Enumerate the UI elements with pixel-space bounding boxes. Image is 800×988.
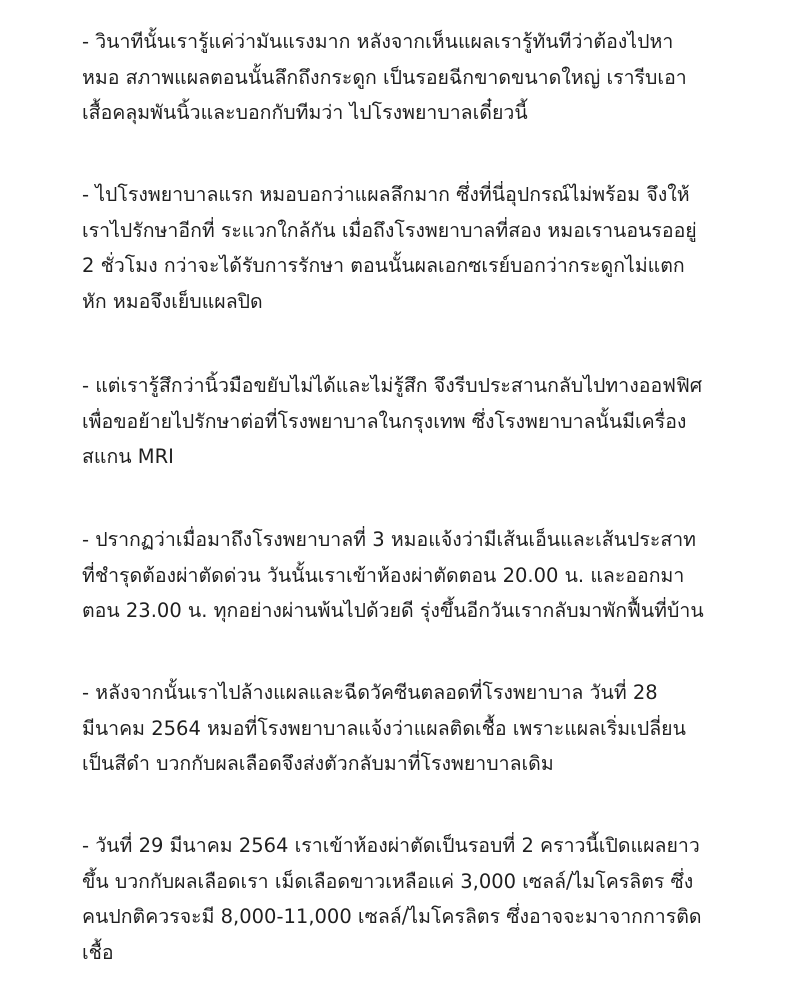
paragraph-infection	[82, 675, 686, 782]
text-line: 2 ชั่วโมง กว่าจะได้รับการรักษา ตอนนั้นผลเอกซเรย์บอกว่ากระดูกไม่แตก	[82, 254, 685, 277]
paragraph-incident	[82, 24, 687, 131]
text-line: เสื้อคลุมพันนิ้วและบอกกับทีมว่า ไปโรงพยาบาลเดี๋ยวนี้	[82, 101, 528, 124]
text-line: ตอน 23.00 น. ทุกอย่างผ่านพ้นไปด้วยดี รุ่งขึ้นอีกวันเรากลับมาพักฟื้นที่บ้าน	[82, 599, 704, 622]
paragraph-transfer-request	[82, 368, 702, 475]
text-line: - ไปโรงพยาบาลแรก หมอบอกว่าแผลลึกมาก ซึ่งที่นี่อุปกรณ์ไม่พร้อม จึงให้	[82, 183, 690, 206]
text-line: มีนาคม 2564 หมอที่โรงพยาบาลแจ้งว่าแผลติดเชื้อ เพราะแผลเริ่มเปลี่ยน	[82, 716, 686, 740]
text-line: ขึ้น บวกกับผลเลือดเรา เม็ดเลือดขาวเหลือแค่ 3,000 เซลล์/ไมโครลิตร ซึ่ง	[82, 869, 694, 893]
text-line: เราไปรักษาอีกที่ ระแวกใกล้กัน เมื่อถึงโรงพยาบาลที่สอง หมอเรานอนรออยู่	[82, 218, 697, 242]
text-line: - วินาทีนั้นเรารู้แค่ว่ามันแรงมาก หลังจากเห็นแผลเรารู้ทันทีว่าต้องไปหา	[82, 30, 674, 53]
text-line: ที่ชำรุดต้องผ่าตัดด่วน วันนั้นเราเข้าห้องผ่าตัดตอน 20.00 น. และออกมา	[82, 563, 685, 587]
paragraph-first-hospital	[82, 177, 697, 319]
text-line: คนปกติควรจะมี 8,000-11,000 เซลล์/ไมโครลิตร ซึ่งอาจจะมาจากการติด	[82, 905, 702, 928]
text-line: หมอ สภาพแผลตอนนั้นลึกถึงกระดูก เป็นรอยฉีกขาดขนาดใหญ่ เรารีบเอา	[82, 65, 687, 89]
text-line: เชื้อ	[82, 940, 114, 964]
text-line: หัก หมอจึงเย็บแผลปิด	[82, 289, 263, 313]
text-line: - ปรากฏว่าเมื่อมาถึงโรงพยาบาลที่ 3 หมอแจ้งว่ามีเส้นเอ็นและเส้นประสาท	[82, 528, 697, 551]
text-line: สแกน MRI	[82, 445, 174, 468]
paragraph-third-hospital	[82, 522, 704, 629]
text-line: เป็นสีดำ บวกกับผลเลือดจึงส่งตัวกลับมาที่โรงพยาบาลเดิม	[82, 752, 554, 775]
text-line: - วันที่ 29 มีนาคม 2564 เราเข้าห้องผ่าตัดเป็นรอบที่ 2 คราวนี้เปิดแผลยาว	[82, 834, 700, 857]
paragraph-second-surgery	[82, 828, 702, 970]
text-line: - แต่เรารู้สึกว่านิ้วมือขยับไม่ได้และไม่รู้สึก จึงรีบประสานกลับไปทางออฟฟิศ	[82, 374, 703, 397]
text-line: เพื่อขอย้ายไปรักษาต่อที่โรงพยาบาลในกรุงเทพ ซึ่งโรงพยาบาลนั้นมีเครื่อง	[82, 409, 687, 433]
text-line: - หลังจากนั้นเราไปล้างแผลและฉีดวัคซีนตลอดที่โรงพยาบาล วันที่ 28	[82, 681, 658, 704]
